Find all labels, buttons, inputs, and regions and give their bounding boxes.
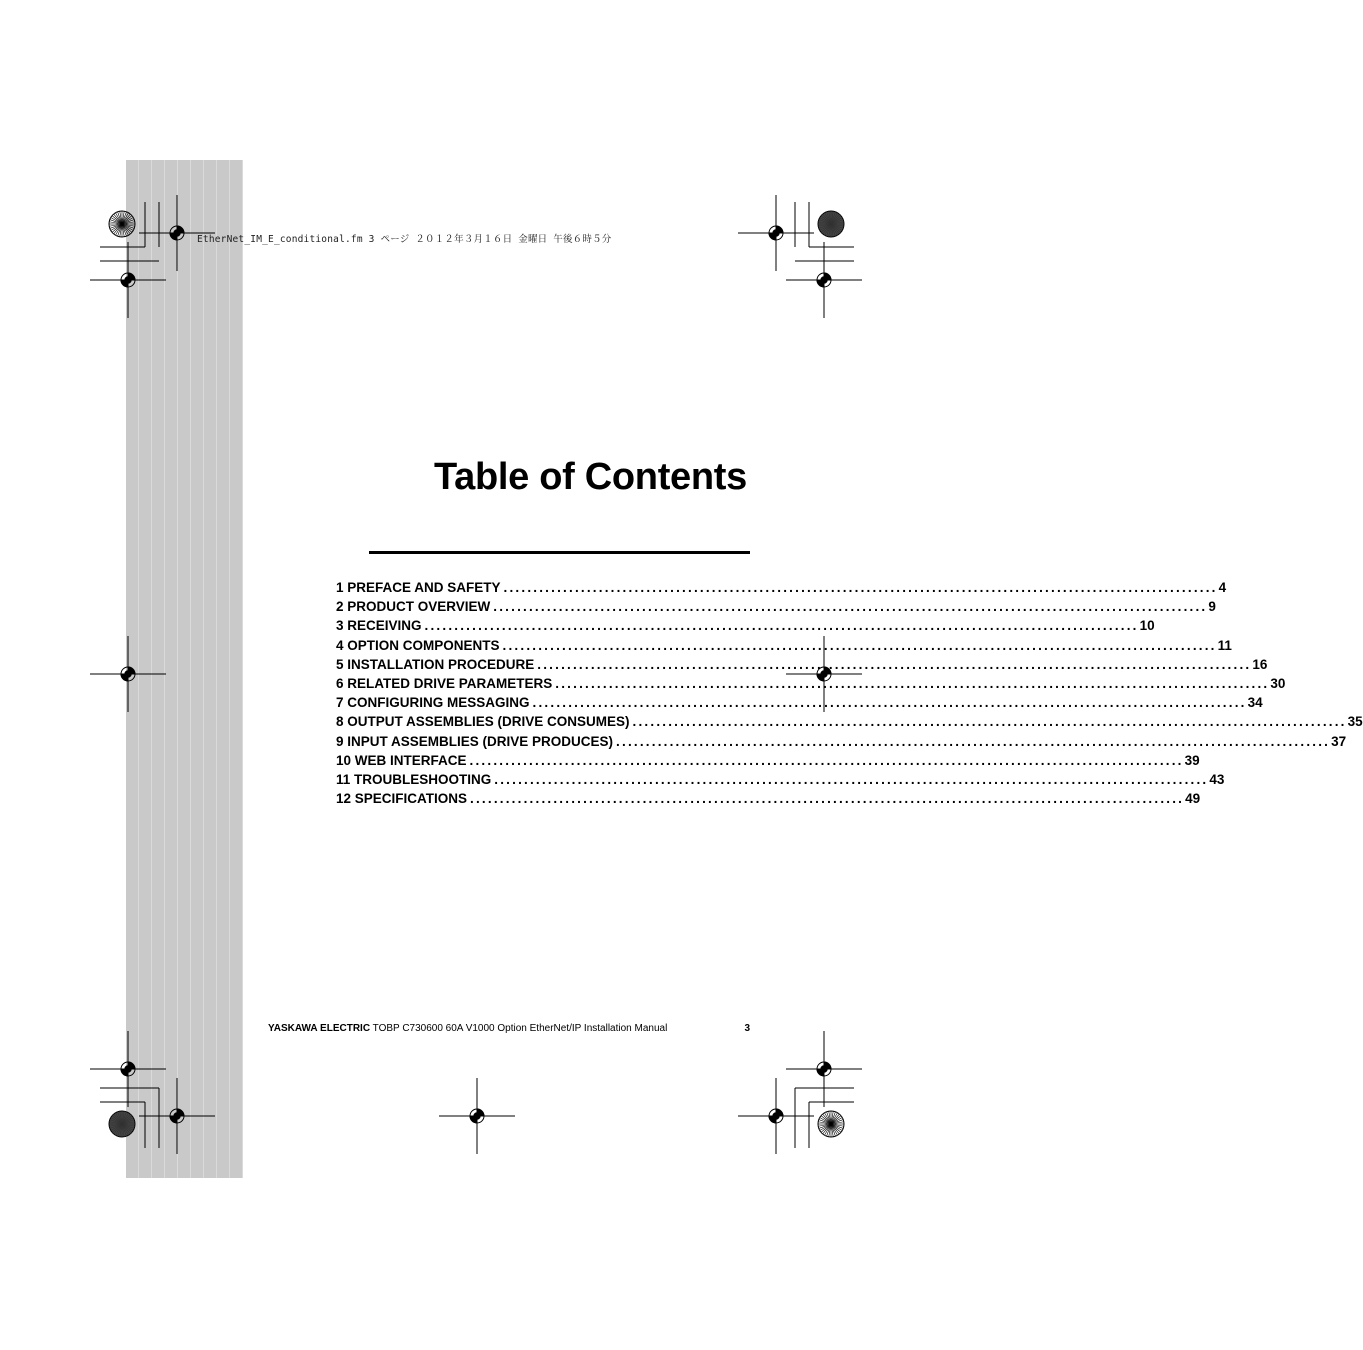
toc-entry-label: 9 INPUT ASSEMBLIES (DRIVE PRODUCES) — [336, 733, 614, 749]
toc-leader-dots: ........................................................................................................................ — [555, 675, 1270, 691]
toc-entry-page: 4 — [1218, 580, 1227, 595]
toc-entry-label: 6 RELATED DRIVE PARAMETERS — [336, 675, 553, 691]
toc-entry-label: 3 RECEIVING — [336, 618, 422, 634]
registration-target-icon — [786, 242, 862, 318]
toc-entry-page: 43 — [1209, 771, 1225, 787]
footer-doc-info — [268, 1023, 667, 1034]
toc-entry[interactable] — [336, 637, 1232, 657]
toc-leader-dots: ........................................................................................................................ — [424, 618, 1139, 634]
toc-entry-label: 1 PREFACE AND SAFETY — [336, 580, 501, 595]
toc-entry-label: 8 OUTPUT ASSEMBLIES (DRIVE CONSUMES) — [336, 714, 630, 730]
toc-entry-page: 11 — [1217, 637, 1232, 653]
toc-leader-dots: ........................................................................................................................ — [503, 580, 1218, 595]
toc-entry-page: 35 — [1347, 714, 1363, 730]
toc-entry[interactable] — [336, 791, 1201, 810]
registration-target-icon — [139, 1078, 215, 1154]
density-patch-icon — [818, 211, 844, 237]
toc-entry[interactable] — [336, 618, 1155, 637]
toc-list — [336, 580, 1363, 810]
toc-entry-label: 7 CONFIGURING MESSAGING — [336, 695, 530, 711]
registration-target-icon — [786, 1031, 862, 1107]
toc-entry[interactable] — [336, 771, 1225, 791]
toc-entry-page: 16 — [1252, 656, 1268, 672]
footer-brand: YASKAWA ELECTRIC — [268, 1023, 371, 1034]
toc-leader-dots: ........................................................................................................................ — [537, 656, 1252, 672]
page-title: Table of Contents — [434, 456, 747, 498]
page-footer — [268, 1023, 750, 1034]
toc-entry-label: 10 WEB INTERFACE — [336, 752, 467, 768]
toc-entry-label: 2 PRODUCT OVERVIEW — [336, 599, 491, 615]
toc-entry[interactable] — [336, 675, 1286, 695]
toc-entry[interactable] — [336, 695, 1263, 714]
toc-entry-page: 9 — [1208, 599, 1216, 615]
toc-entry-page: 39 — [1184, 752, 1200, 768]
toc-leader-dots: ........................................................................................................................ — [469, 752, 1184, 768]
toc-entry[interactable] — [336, 580, 1227, 599]
toc-entry-label: 11 TROUBLESHOOTING — [336, 771, 492, 787]
star-target-icon — [109, 211, 135, 237]
title-rule — [369, 551, 750, 554]
toc-leader-dots: ........................................................................................................................ — [502, 637, 1217, 653]
toc-entry-page: 34 — [1247, 695, 1263, 711]
registration-target-icon — [738, 195, 814, 271]
toc-leader-dots: ........................................................................................................................ — [493, 599, 1208, 615]
toc-leader-dots: ........................................................................................................................ — [494, 771, 1209, 787]
toc-leader-dots: ........................................................................................................................ — [616, 733, 1331, 749]
toc-entry[interactable] — [336, 656, 1268, 676]
footer-doc-title: TOBP C730600 60A V1000 Option EtherNet/IP Installation Manual — [372, 1023, 668, 1034]
toc-entry-page: 37 — [1331, 733, 1347, 749]
toc-entry[interactable] — [336, 599, 1216, 618]
registration-target-icon — [738, 1078, 814, 1154]
toc-leader-dots: ........................................................................................................................ — [532, 695, 1247, 711]
toc-entry-label: 4 OPTION COMPONENTS — [336, 637, 500, 653]
toc-entry-page: 10 — [1139, 618, 1155, 634]
toc-entry[interactable] — [336, 714, 1363, 733]
density-patch-icon — [109, 1111, 135, 1137]
toc-entry-label: 12 SPECIFICATIONS — [336, 791, 468, 807]
toc-leader-dots: ........................................................................................................................ — [470, 791, 1185, 807]
toc-entry-page: 49 — [1185, 791, 1201, 807]
print-slug-text: EtherNet_IM_E_conditional.fm 3 ページ ２０１２年３月１６日 金曜日 午後６時５分 — [197, 234, 612, 245]
footer-page-number: 3 — [744, 1023, 750, 1034]
registration-target-icon — [90, 242, 166, 318]
toc-entry-label: 5 INSTALLATION PROCEDURE — [336, 656, 535, 672]
toc-entry-page: 30 — [1270, 675, 1286, 691]
registration-target-icon — [90, 1031, 166, 1107]
registration-target-icon — [90, 636, 166, 712]
toc-leader-dots: ........................................................................................................................ — [632, 714, 1347, 730]
toc-entry[interactable] — [336, 733, 1347, 753]
toc-entry[interactable] — [336, 752, 1200, 772]
registration-target-icon — [439, 1078, 515, 1154]
star-target-icon — [818, 1111, 844, 1137]
